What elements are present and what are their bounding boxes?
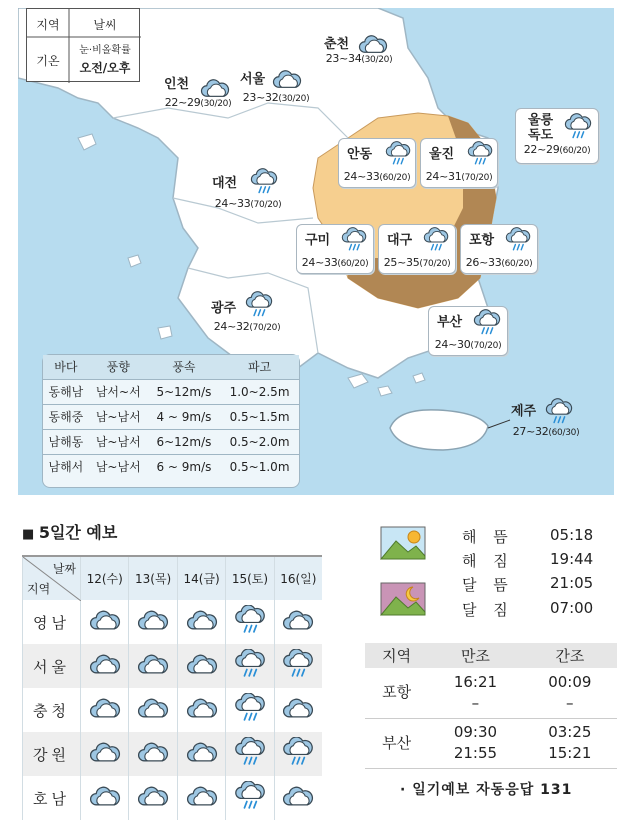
forecast-cell	[177, 644, 225, 688]
city-temp: 24~33	[214, 197, 251, 210]
city-prob: (30/20)	[278, 94, 310, 104]
forecast-cell	[81, 600, 129, 644]
city-name: 구미	[305, 233, 331, 248]
forecast-cell	[81, 776, 129, 820]
rain-cloud-icon	[385, 141, 411, 167]
region-row	[23, 644, 323, 688]
cloud-icon	[358, 33, 388, 55]
rain-cloud-icon	[505, 227, 531, 253]
city-temp: 24~30	[434, 338, 471, 351]
sun-moon-panel	[380, 522, 620, 627]
city-seoul	[236, 72, 316, 106]
moonset-label: 달 짐	[462, 601, 514, 619]
tide-high-time: 09:30	[453, 723, 498, 741]
tide-table	[365, 643, 617, 769]
forecast-cell	[177, 600, 225, 644]
tide-high-time: –	[471, 693, 480, 712]
moonrise-time: 21:05	[550, 574, 594, 592]
tide-low-time: 15:21	[548, 744, 592, 762]
city-name: 대구	[387, 233, 413, 248]
sea-cell: 남해동	[43, 429, 89, 454]
city-temp: 24~33	[343, 170, 380, 183]
corner-top: 날짜	[52, 562, 76, 576]
forecast-cell	[226, 644, 274, 688]
sea-cell: 6~12m/s	[148, 429, 220, 454]
city-ulleung	[515, 108, 599, 164]
city-daejeon	[208, 176, 288, 212]
city-pohang	[460, 224, 538, 274]
forecast-cell	[177, 732, 225, 776]
region-name: 충청	[23, 688, 81, 732]
rain-cloud-icon	[564, 113, 592, 141]
city-andong	[338, 138, 416, 188]
day-header: 14(금)	[177, 556, 225, 600]
forecast-cell	[129, 644, 177, 688]
tide-low-cell	[523, 668, 617, 718]
cloud-icon	[89, 652, 121, 676]
sea-row	[43, 404, 299, 429]
city-chuncheon	[318, 37, 400, 67]
forecast-cell	[226, 688, 274, 732]
city-uljin	[420, 138, 498, 188]
sea-cell: 5~12m/s	[148, 379, 220, 404]
region-row	[23, 776, 323, 820]
map-legend	[26, 8, 140, 82]
rain-cloud-icon	[234, 781, 266, 811]
forecast-cell	[81, 688, 129, 732]
corner-bottom: 지역	[27, 582, 51, 596]
sunrise-label: 해 뜸	[462, 528, 514, 546]
city-temp: 22~29	[164, 96, 201, 109]
city-name: 제주	[511, 404, 537, 419]
moonrise-moonset-icon	[380, 582, 426, 616]
rain-cloud-icon	[341, 227, 367, 253]
tide-row	[365, 668, 617, 718]
region-name: 호남	[23, 776, 81, 820]
city-temp: 24~32	[213, 320, 250, 333]
rain-cloud-icon	[423, 227, 449, 253]
city-temp: 22~29	[523, 143, 560, 156]
day-header: 13(목)	[129, 556, 177, 600]
city-name-1: 울릉	[528, 113, 554, 128]
sea-cell: 남~남서	[89, 429, 148, 454]
city-jeju	[503, 404, 589, 440]
rain-cloud-icon	[473, 309, 501, 337]
tide-header-row	[365, 643, 617, 668]
forecast-cell	[226, 732, 274, 776]
tide-high-cell	[428, 668, 522, 718]
region-name: 서울	[23, 644, 81, 688]
city-name: 부산	[437, 315, 463, 330]
region-name: 강원	[23, 732, 81, 776]
forecast-cell	[129, 776, 177, 820]
cloud-icon	[186, 784, 218, 808]
day-header: 16(일)	[274, 556, 322, 600]
cloud-icon	[282, 696, 314, 720]
sea-cell: 6 ~ 9m/s	[148, 454, 220, 479]
sunrise-sunset-icon	[380, 526, 426, 560]
city-prob: (70/20)	[461, 173, 493, 183]
city-gumi	[296, 224, 374, 274]
tide-row	[365, 718, 617, 768]
forecast-cell	[129, 732, 177, 776]
legend-weather: 날씨	[93, 18, 117, 32]
city-temp: 26~33	[465, 256, 502, 269]
sea-cell: 1.0~2.5m	[220, 379, 299, 404]
day-header: 15(토)	[226, 556, 274, 600]
cloud-icon	[89, 696, 121, 720]
tide-high-time: 21:55	[453, 744, 498, 762]
tide-low-time: 03:25	[548, 723, 592, 741]
city-busan	[428, 306, 508, 356]
cloud-icon	[186, 652, 218, 676]
cloud-icon	[186, 696, 218, 720]
cloud-icon	[89, 608, 121, 632]
tide-low-cell	[523, 718, 617, 768]
region-row	[23, 600, 323, 644]
tide-low-time: 00:09	[548, 672, 592, 691]
city-name-2: 독도	[528, 128, 554, 143]
city-temp: 27~32	[512, 425, 549, 438]
sea-header-cell: 바다	[43, 355, 89, 379]
forecast-cell	[81, 644, 129, 688]
forecast-cell	[274, 644, 322, 688]
cloud-icon	[186, 608, 218, 632]
city-name: 광주	[211, 301, 237, 316]
region-name: 영남	[23, 600, 81, 644]
sea-cell: 동해중	[43, 404, 89, 429]
city-prob: (60/20)	[501, 259, 533, 269]
tide-header-cell: 지역	[365, 643, 428, 668]
cloud-icon	[137, 740, 169, 764]
city-prob: (30/20)	[361, 55, 393, 65]
legend-precip: 눈·비올확률	[79, 45, 131, 56]
sea-cell: 남해서	[43, 454, 89, 479]
sea-cell: 0.5~2.0m	[220, 429, 299, 454]
sea-row	[43, 379, 299, 404]
sunset-time: 19:44	[550, 550, 594, 568]
cloud-icon	[272, 68, 302, 90]
forecast-cell	[177, 688, 225, 732]
city-prob: (30/20)	[200, 99, 232, 109]
sea-cell: 0.5~1.0m	[220, 454, 299, 479]
city-name: 포항	[469, 233, 495, 248]
forecast-cell	[81, 732, 129, 776]
forecast-cell	[274, 776, 322, 820]
sea-header-cell: 풍속	[148, 355, 220, 379]
cloud-icon	[89, 740, 121, 764]
city-daegu	[378, 224, 456, 274]
region-row	[23, 732, 323, 776]
five-day-title-text: 5일간 예보	[38, 523, 118, 542]
rain-cloud-icon	[545, 398, 573, 426]
city-name: 안동	[347, 147, 373, 162]
cloud-icon	[137, 608, 169, 632]
cloud-icon	[186, 740, 218, 764]
city-temp: 23~32	[242, 91, 279, 104]
moonset-time: 07:00	[550, 599, 594, 617]
cloud-icon	[282, 608, 314, 632]
sea-forecast-table	[42, 354, 300, 488]
tide-header-cell: 간조	[523, 643, 617, 668]
tide-low-time: –	[566, 693, 574, 712]
sunrise-time: 05:18	[550, 526, 594, 544]
forecast-cell	[226, 776, 274, 820]
sea-header-cell: 파고	[220, 355, 299, 379]
forecast-cell	[129, 600, 177, 644]
region-row	[23, 688, 323, 732]
forecast-cell	[177, 776, 225, 820]
five-day-table	[22, 555, 322, 820]
city-name: 춘천	[324, 37, 350, 52]
city-name: 대전	[212, 176, 238, 191]
city-gwangju	[207, 301, 287, 335]
cloud-icon	[200, 77, 230, 99]
auto-response-note: · 일기예보 자동응답 131	[400, 782, 573, 798]
forecast-cell	[274, 600, 322, 644]
sea-header-row	[43, 355, 299, 379]
sunset-label: 해 짐	[462, 552, 514, 570]
sea-cell: 남~남서	[89, 454, 148, 479]
forecast-cell	[274, 732, 322, 776]
city-name: 서울	[240, 72, 266, 87]
tide-high-cell	[428, 718, 522, 768]
city-prob: (70/20)	[250, 200, 282, 210]
city-temp: 23~34	[325, 52, 362, 65]
sea-cell: 4 ~ 9m/s	[148, 404, 220, 429]
sea-cell: 0.5~1.5m	[220, 404, 299, 429]
corner-cell	[23, 556, 81, 600]
legend-temp: 기온	[36, 54, 60, 68]
city-temp: 24~31	[425, 170, 462, 183]
legend-region: 지역	[36, 18, 60, 32]
forecast-cell	[226, 600, 274, 644]
rain-cloud-icon	[250, 168, 278, 196]
tide-region: 부산	[365, 718, 428, 768]
five-day-title: ■ 5일간 예보	[22, 523, 118, 542]
rain-cloud-icon	[234, 605, 266, 635]
cloud-icon	[137, 652, 169, 676]
rain-cloud-icon	[467, 141, 493, 167]
cloud-icon	[282, 784, 314, 808]
cloud-icon	[89, 784, 121, 808]
rain-cloud-icon	[282, 737, 314, 767]
five-day-header	[23, 556, 323, 600]
city-incheon	[158, 77, 238, 111]
city-prob: (70/20)	[249, 323, 281, 333]
city-temp: 24~33	[301, 256, 338, 269]
rain-cloud-icon	[234, 737, 266, 767]
city-prob: (60/20)	[559, 146, 591, 156]
rain-cloud-icon	[234, 649, 266, 679]
tide-header-cell: 만조	[428, 643, 522, 668]
city-name: 인천	[164, 77, 190, 92]
city-name: 울진	[429, 147, 455, 162]
tide-high-time: 16:21	[453, 672, 498, 691]
city-prob: (60/30)	[548, 428, 580, 438]
forecast-cell	[129, 688, 177, 732]
sea-cell: 동해남	[43, 379, 89, 404]
sea-row	[43, 454, 299, 479]
rain-cloud-icon	[234, 693, 266, 723]
sea-row	[43, 429, 299, 454]
tide-region: 포항	[365, 668, 428, 718]
city-prob: (60/20)	[379, 173, 411, 183]
city-prob: (70/20)	[419, 259, 451, 269]
city-prob: (70/20)	[470, 341, 502, 351]
day-header: 12(수)	[81, 556, 129, 600]
city-prob: (60/20)	[337, 259, 369, 269]
cloud-icon	[137, 696, 169, 720]
cloud-icon	[137, 784, 169, 808]
sea-cell: 남~남서	[89, 404, 148, 429]
moonrise-label: 달 뜸	[462, 576, 514, 594]
sea-cell: 남서~서	[89, 379, 148, 404]
city-temp: 25~35	[383, 256, 420, 269]
rain-cloud-icon	[282, 649, 314, 679]
legend-ampm: 오전/오후	[79, 61, 131, 75]
sea-header-cell: 풍향	[89, 355, 148, 379]
rain-cloud-icon	[245, 291, 273, 319]
forecast-cell	[274, 688, 322, 732]
